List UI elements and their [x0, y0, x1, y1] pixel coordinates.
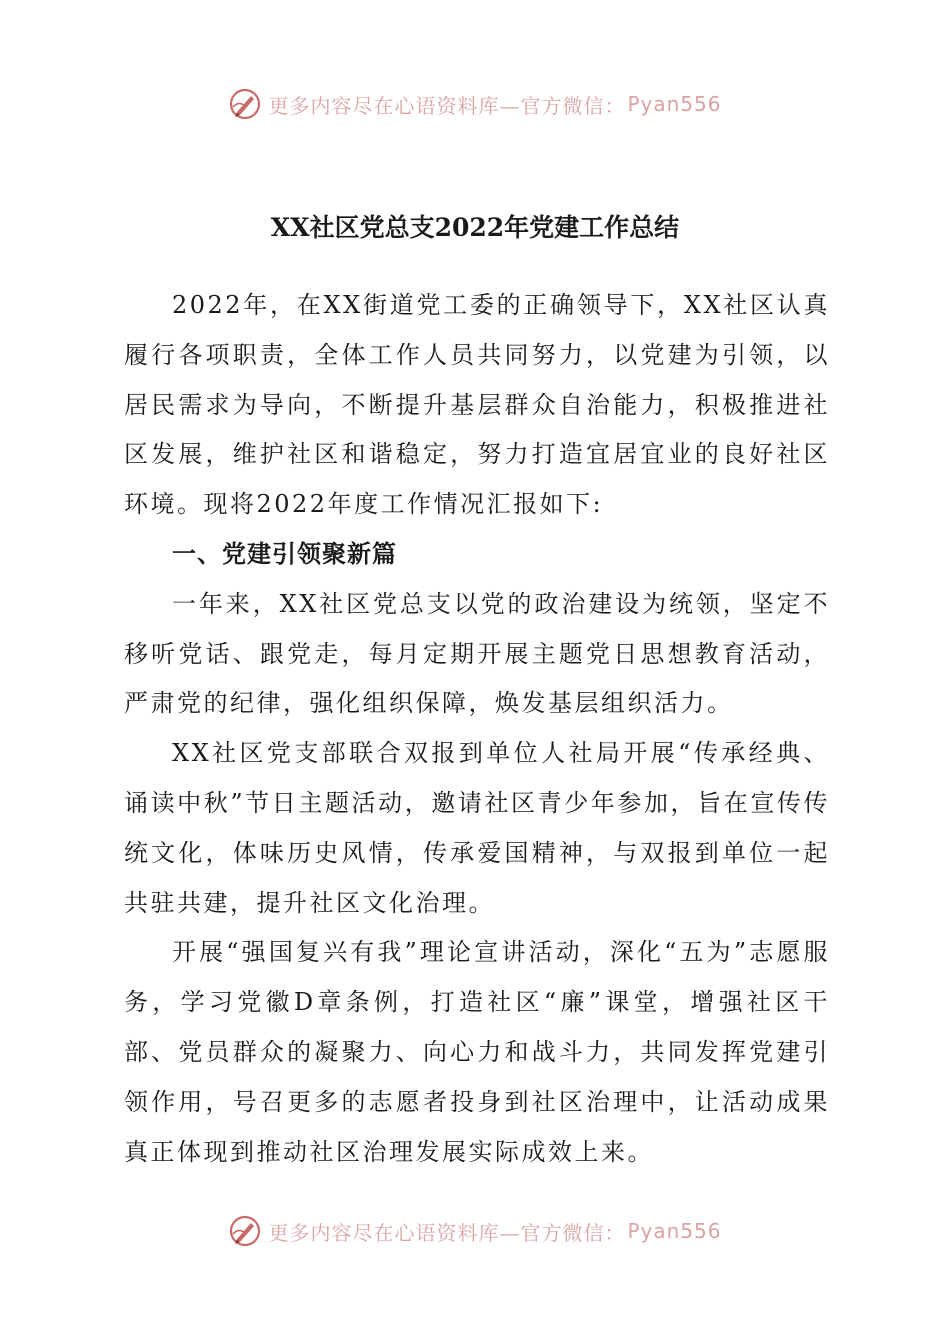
watermark-text: 更多内容尽在心语资料库—官方微信： [268, 1220, 626, 1245]
pen-logo-icon [228, 87, 262, 121]
body-paragraph: XX社区党支部联合双报到单位人社局开展“传承经典、诵读中秋”节日主题活动，邀请社区青少年参加，旨在宣传传统文化，体味历史风情，传承爱国精神，与双报到单位一起共驻共建，提升社区文化治理。 [124, 739, 830, 917]
pen-logo-icon [228, 1214, 262, 1248]
section-heading: 一、党建引领聚新篇 [172, 539, 397, 568]
watermark-text: 更多内容尽在心语资料库—官方微信： [268, 93, 626, 118]
watermark-wechat-id: Pyan556 [627, 1219, 722, 1243]
watermark-wechat-id: Pyan556 [627, 92, 722, 116]
body-paragraph: 开展“强国复兴有我”理论宣讲活动，深化“五为”志愿服务，学习党徽D章条例，打造社区“廉”课堂，增强社区干部、党员群众的凝聚力、向心力和战斗力，共同发挥党建引领作用，号召更多的志愿者投身到社区治理中，让活动成果真正体现到推动社区治理发展实际成效上来。 [124, 938, 830, 1166]
header-watermark [0, 84, 950, 124]
intro-paragraph: 2022年，在XX街道党工委的正确领导下，XX社区认真履行各项职责，全体工作人员共同努力，以党建为引领，以居民需求为导向，不断提升基层群众自治能力，积极推进社区发展，维护社区和谐稳定，努力打造宜居宜业的良好社区环境。现将2022年度工作情况汇报如下: [124, 291, 830, 519]
body-paragraph: 一年来，XX社区党总支以党的政治建设为统领，坚定不移听党话、跟党走，每月定期开展主题党日思想教育活动，严肃党的纪律，强化组织保障，焕发基层组织活力。 [124, 589, 830, 718]
document-title: XX社区党总支2022年党建工作总结 [270, 213, 680, 242]
footer-watermark [0, 1211, 950, 1251]
document-body [124, 281, 830, 1177]
